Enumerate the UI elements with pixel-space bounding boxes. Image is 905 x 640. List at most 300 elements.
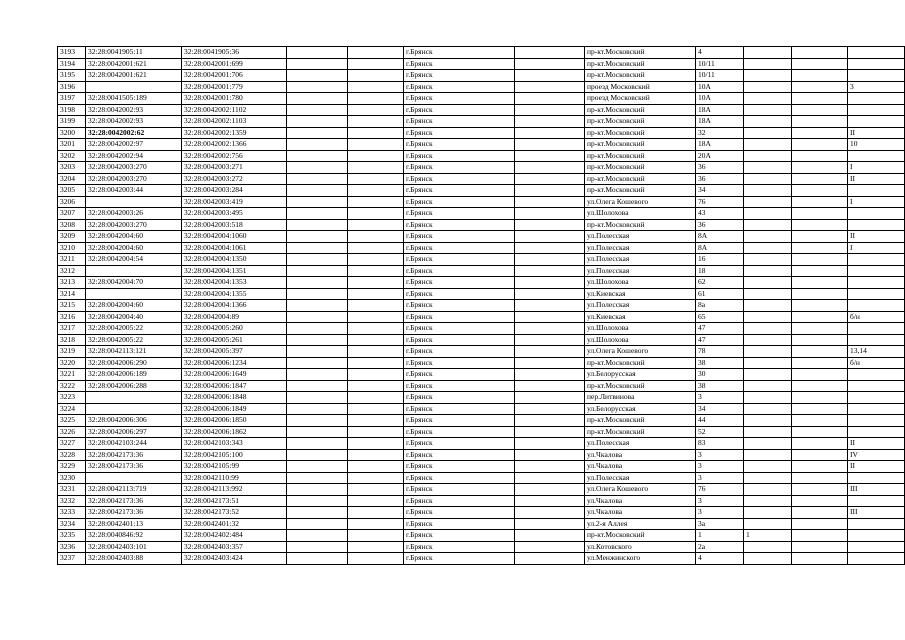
source-cadastral-cell: 32:28:0042004:60: [86, 242, 182, 254]
city-cell: г.Брянск: [404, 173, 515, 185]
table-row: [58, 58, 905, 70]
source-cadastral-cell: 32:28:0042173:36: [86, 449, 182, 461]
empty-cell: [792, 553, 848, 565]
empty-cell: [515, 162, 585, 174]
source-cadastral-cell: 32:28:0042003:270: [86, 173, 182, 185]
source-cadastral-cell: 32:28:0042004:40: [86, 311, 182, 323]
extra-cell: [744, 461, 792, 473]
street-cell: ул.Котовского: [585, 541, 696, 553]
empty-cell: [348, 415, 404, 427]
empty-cell: [515, 530, 585, 542]
source-cadastral-cell: 32:28:0042403:88: [86, 553, 182, 565]
empty-cell: [515, 518, 585, 530]
row-number-cell: 3224: [58, 403, 86, 415]
house-cell: 34: [696, 403, 744, 415]
source-cadastral-cell: 32:28:0042002:93: [86, 116, 182, 128]
empty-cell: [792, 426, 848, 438]
premises-cell: 13,14: [848, 346, 905, 358]
city-cell: г.Брянск: [404, 461, 515, 473]
empty-cell: [792, 346, 848, 358]
cadastral-number-cell: 32:28:0042006:1234: [182, 357, 287, 369]
street-cell: пр-кт.Московский: [585, 530, 696, 542]
street-cell: ул.Киевская: [585, 311, 696, 323]
city-cell: г.Брянск: [404, 58, 515, 70]
extra-cell: [744, 311, 792, 323]
empty-cell: [348, 288, 404, 300]
row-number-cell: 3214: [58, 288, 86, 300]
empty-cell: [792, 311, 848, 323]
cadastral-number-cell: 32:28:0042005:260: [182, 323, 287, 335]
empty-cell: [287, 495, 348, 507]
empty-cell: [792, 438, 848, 450]
source-cadastral-cell: 32:28:0042401:13: [86, 518, 182, 530]
empty-cell: [515, 277, 585, 289]
premises-cell: б/н: [848, 311, 905, 323]
premises-cell: [848, 219, 905, 231]
empty-cell: [287, 380, 348, 392]
source-cadastral-cell: 32:28:0042004:60: [86, 231, 182, 243]
empty-cell: [515, 495, 585, 507]
house-cell: 36: [696, 219, 744, 231]
city-cell: г.Брянск: [404, 185, 515, 197]
empty-cell: [515, 288, 585, 300]
empty-cell: [348, 530, 404, 542]
street-cell: ул.2-я Аллея: [585, 518, 696, 530]
table-row: [58, 81, 905, 93]
cadastral-number-cell: 32:28:0042001:780: [182, 93, 287, 105]
table-row: [58, 472, 905, 484]
row-number-cell: 3201: [58, 139, 86, 151]
house-cell: 3: [696, 461, 744, 473]
source-cadastral-cell: 32:28:0042003:44: [86, 185, 182, 197]
premises-cell: [848, 518, 905, 530]
empty-cell: [287, 288, 348, 300]
empty-cell: [348, 47, 404, 59]
extra-cell: [744, 81, 792, 93]
premises-cell: [848, 150, 905, 162]
empty-cell: [792, 208, 848, 220]
empty-cell: [515, 380, 585, 392]
empty-cell: [792, 300, 848, 312]
cadastral-number-cell: 32:28:0042002:756: [182, 150, 287, 162]
city-cell: г.Брянск: [404, 449, 515, 461]
empty-cell: [287, 196, 348, 208]
empty-cell: [792, 323, 848, 335]
row-number-cell: 3203: [58, 162, 86, 174]
city-cell: г.Брянск: [404, 162, 515, 174]
house-cell: 10/11: [696, 58, 744, 70]
street-cell: ул.Чкалова: [585, 461, 696, 473]
table-row: [58, 219, 905, 231]
premises-cell: [848, 380, 905, 392]
empty-cell: [287, 369, 348, 381]
extra-cell: [744, 346, 792, 358]
empty-cell: [348, 541, 404, 553]
city-cell: г.Брянск: [404, 369, 515, 381]
source-cadastral-cell: 32:28:0042173:36: [86, 507, 182, 519]
extra-cell: [744, 254, 792, 266]
empty-cell: [515, 127, 585, 139]
street-cell: ул.Менжинского: [585, 553, 696, 565]
empty-cell: [287, 185, 348, 197]
street-cell: ул.Киевская: [585, 288, 696, 300]
cadastral-number-cell: 32:28:0042173:51: [182, 495, 287, 507]
house-cell: 8а: [696, 300, 744, 312]
empty-cell: [287, 553, 348, 565]
empty-cell: [792, 484, 848, 496]
city-cell: г.Брянск: [404, 472, 515, 484]
cadastral-number-cell: 32:28:0042110:99: [182, 472, 287, 484]
street-cell: ул.Шолохова: [585, 277, 696, 289]
cadastral-number-cell: 32:28:0042103:343: [182, 438, 287, 450]
table-row: [58, 553, 905, 565]
row-number-cell: 3216: [58, 311, 86, 323]
empty-cell: [515, 334, 585, 346]
city-cell: г.Брянск: [404, 300, 515, 312]
house-cell: 76: [696, 196, 744, 208]
table-row: [58, 139, 905, 151]
table-row: [58, 311, 905, 323]
empty-cell: [515, 403, 585, 415]
empty-cell: [792, 380, 848, 392]
source-cadastral-cell: 32:28:0042006:297: [86, 426, 182, 438]
cadastral-number-cell: 32:28:0042006:1649: [182, 369, 287, 381]
street-cell: пр-кт.Московский: [585, 162, 696, 174]
extra-cell: [744, 369, 792, 381]
premises-cell: [848, 426, 905, 438]
cadastral-number-cell: 32:28:0042004:1353: [182, 277, 287, 289]
premises-cell: [848, 300, 905, 312]
premises-cell: II: [848, 461, 905, 473]
row-number-cell: 3227: [58, 438, 86, 450]
empty-cell: [348, 311, 404, 323]
source-cadastral-cell: 32:28:0042002:97: [86, 139, 182, 151]
cadastral-number-cell: 32:28:0042002:1102: [182, 104, 287, 116]
empty-cell: [515, 93, 585, 105]
empty-cell: [515, 311, 585, 323]
table-row: [58, 277, 905, 289]
cadastral-number-cell: 32:28:0042003:271: [182, 162, 287, 174]
premises-cell: [848, 323, 905, 335]
table-row: [58, 495, 905, 507]
source-cadastral-cell: [86, 288, 182, 300]
table-row: [58, 369, 905, 381]
empty-cell: [515, 81, 585, 93]
empty-cell: [792, 472, 848, 484]
house-cell: 4: [696, 553, 744, 565]
empty-cell: [515, 426, 585, 438]
empty-cell: [515, 150, 585, 162]
premises-cell: [848, 265, 905, 277]
table-row: [58, 300, 905, 312]
city-cell: г.Брянск: [404, 196, 515, 208]
empty-cell: [348, 277, 404, 289]
cadastral-number-cell: 32:28:0042001:699: [182, 58, 287, 70]
street-cell: ул.Чкалова: [585, 495, 696, 507]
empty-cell: [287, 311, 348, 323]
empty-cell: [287, 530, 348, 542]
empty-cell: [515, 265, 585, 277]
empty-cell: [348, 81, 404, 93]
empty-cell: [348, 104, 404, 116]
street-cell: ул.Шолохова: [585, 323, 696, 335]
row-number-cell: 3207: [58, 208, 86, 220]
premises-cell: IV: [848, 449, 905, 461]
city-cell: г.Брянск: [404, 81, 515, 93]
row-number-cell: 3202: [58, 150, 86, 162]
city-cell: г.Брянск: [404, 219, 515, 231]
row-number-cell: 3205: [58, 185, 86, 197]
row-number-cell: 3208: [58, 219, 86, 231]
empty-cell: [792, 127, 848, 139]
source-cadastral-cell: [86, 403, 182, 415]
extra-cell: [744, 196, 792, 208]
premises-cell: [848, 334, 905, 346]
table-row: [58, 346, 905, 358]
source-cadastral-cell: 32:28:0042173:36: [86, 495, 182, 507]
house-cell: 83: [696, 438, 744, 450]
table-row: [58, 530, 905, 542]
premises-cell: III: [848, 507, 905, 519]
city-cell: г.Брянск: [404, 553, 515, 565]
street-cell: ул.Полесская: [585, 472, 696, 484]
premises-cell: [848, 472, 905, 484]
row-number-cell: 3211: [58, 254, 86, 266]
row-number-cell: 3209: [58, 231, 86, 243]
empty-cell: [287, 139, 348, 151]
street-cell: ул.Чкалова: [585, 507, 696, 519]
table-row: [58, 426, 905, 438]
premises-cell: [848, 47, 905, 59]
empty-cell: [348, 70, 404, 82]
empty-cell: [348, 185, 404, 197]
city-cell: г.Брянск: [404, 392, 515, 404]
table-row: [58, 173, 905, 185]
city-cell: г.Брянск: [404, 265, 515, 277]
empty-cell: [515, 231, 585, 243]
cadastral-number-cell: 32:28:0042004:1060: [182, 231, 287, 243]
cadastral-number-cell: 32:28:0042005:261: [182, 334, 287, 346]
premises-cell: 3: [848, 81, 905, 93]
registry-table: [57, 46, 905, 565]
empty-cell: [287, 104, 348, 116]
empty-cell: [515, 449, 585, 461]
empty-cell: [515, 196, 585, 208]
extra-cell: [744, 334, 792, 346]
empty-cell: [287, 346, 348, 358]
empty-cell: [515, 47, 585, 59]
empty-cell: [792, 530, 848, 542]
city-cell: г.Брянск: [404, 484, 515, 496]
house-cell: 47: [696, 334, 744, 346]
house-cell: 8А: [696, 242, 744, 254]
empty-cell: [348, 403, 404, 415]
extra-cell: [744, 403, 792, 415]
street-cell: ул.Чкалова: [585, 449, 696, 461]
cadastral-number-cell: 32:28:0041905:36: [182, 47, 287, 59]
empty-cell: [287, 254, 348, 266]
cadastral-number-cell: 32:28:0042003:272: [182, 173, 287, 185]
empty-cell: [515, 70, 585, 82]
source-cadastral-cell: 32:28:0042004:70: [86, 277, 182, 289]
empty-cell: [515, 392, 585, 404]
extra-cell: [744, 139, 792, 151]
street-cell: ул.Олега Кошевого: [585, 484, 696, 496]
extra-cell: [744, 265, 792, 277]
empty-cell: [348, 449, 404, 461]
empty-cell: [287, 231, 348, 243]
table-row: [58, 104, 905, 116]
empty-cell: [348, 162, 404, 174]
extra-cell: [744, 150, 792, 162]
cadastral-number-cell: 32:28:0042113:992: [182, 484, 287, 496]
house-cell: 3: [696, 392, 744, 404]
empty-cell: [792, 162, 848, 174]
empty-cell: [792, 173, 848, 185]
row-number-cell: 3196: [58, 81, 86, 93]
source-cadastral-cell: 32:28:0041505:189: [86, 93, 182, 105]
house-cell: 3: [696, 449, 744, 461]
empty-cell: [515, 369, 585, 381]
premises-cell: б/н: [848, 357, 905, 369]
empty-cell: [515, 461, 585, 473]
empty-cell: [348, 300, 404, 312]
street-cell: пр-кт.Московский: [585, 70, 696, 82]
empty-cell: [287, 127, 348, 139]
premises-cell: II: [848, 173, 905, 185]
source-cadastral-cell: 32:28:0042403:101: [86, 541, 182, 553]
source-cadastral-cell: 32:28:0042113:719: [86, 484, 182, 496]
extra-cell: [744, 288, 792, 300]
street-cell: ул.Олега Кошевого: [585, 196, 696, 208]
empty-cell: [348, 426, 404, 438]
house-cell: 10/11: [696, 70, 744, 82]
extra-cell: [744, 415, 792, 427]
table-row: [58, 380, 905, 392]
empty-cell: [348, 150, 404, 162]
street-cell: пер.Литвинова: [585, 392, 696, 404]
source-cadastral-cell: 32:28:0042173:36: [86, 461, 182, 473]
row-number-cell: 3222: [58, 380, 86, 392]
house-cell: 38: [696, 357, 744, 369]
table-row: [58, 392, 905, 404]
row-number-cell: 3219: [58, 346, 86, 358]
empty-cell: [792, 254, 848, 266]
table-row: [58, 162, 905, 174]
street-cell: пр-кт.Московский: [585, 47, 696, 59]
extra-cell: [744, 104, 792, 116]
extra-cell: [744, 70, 792, 82]
table-row: [58, 461, 905, 473]
source-cadastral-cell: 32:28:0042003:270: [86, 219, 182, 231]
empty-cell: [515, 116, 585, 128]
premises-cell: I: [848, 196, 905, 208]
house-cell: 76: [696, 484, 744, 496]
premises-cell: [848, 208, 905, 220]
empty-cell: [287, 415, 348, 427]
house-cell: 16: [696, 254, 744, 266]
empty-cell: [792, 334, 848, 346]
empty-cell: [515, 415, 585, 427]
extra-cell: [744, 380, 792, 392]
row-number-cell: 3230: [58, 472, 86, 484]
empty-cell: [287, 58, 348, 70]
empty-cell: [515, 323, 585, 335]
premises-cell: [848, 288, 905, 300]
empty-cell: [348, 438, 404, 450]
street-cell: ул.Белорусская: [585, 403, 696, 415]
empty-cell: [287, 219, 348, 231]
street-cell: пр-кт.Московский: [585, 380, 696, 392]
row-number-cell: 3198: [58, 104, 86, 116]
cadastral-number-cell: 32:28:0042001:706: [182, 70, 287, 82]
row-number-cell: 3193: [58, 47, 86, 59]
cadastral-number-cell: 32:28:0042002:1103: [182, 116, 287, 128]
empty-cell: [348, 242, 404, 254]
house-cell: 3: [696, 507, 744, 519]
street-cell: ул.Полесская: [585, 265, 696, 277]
street-cell: проезд Московский: [585, 81, 696, 93]
empty-cell: [792, 541, 848, 553]
empty-cell: [287, 265, 348, 277]
city-cell: г.Брянск: [404, 334, 515, 346]
house-cell: 32: [696, 127, 744, 139]
cadastral-number-cell: 32:28:0042006:1850: [182, 415, 287, 427]
house-cell: 3: [696, 495, 744, 507]
empty-cell: [515, 58, 585, 70]
empty-cell: [515, 300, 585, 312]
premises-cell: [848, 541, 905, 553]
cadastral-number-cell: 32:28:0042105:100: [182, 449, 287, 461]
empty-cell: [287, 426, 348, 438]
cadastral-number-cell: 32:28:0042003:495: [182, 208, 287, 220]
empty-cell: [348, 484, 404, 496]
extra-cell: [744, 438, 792, 450]
extra-cell: [744, 495, 792, 507]
empty-cell: [348, 208, 404, 220]
empty-cell: [792, 277, 848, 289]
row-number-cell: 3195: [58, 70, 86, 82]
row-number-cell: 3232: [58, 495, 86, 507]
house-cell: 3а: [696, 518, 744, 530]
cadastral-number-cell: 32:28:0042006:1862: [182, 426, 287, 438]
empty-cell: [792, 185, 848, 197]
row-number-cell: 3235: [58, 530, 86, 542]
city-cell: г.Брянск: [404, 507, 515, 519]
row-number-cell: 3215: [58, 300, 86, 312]
source-cadastral-cell: [86, 196, 182, 208]
empty-cell: [792, 139, 848, 151]
empty-cell: [348, 231, 404, 243]
row-number-cell: 3223: [58, 392, 86, 404]
extra-cell: [744, 242, 792, 254]
empty-cell: [348, 219, 404, 231]
table-row: [58, 185, 905, 197]
city-cell: г.Брянск: [404, 70, 515, 82]
city-cell: г.Брянск: [404, 242, 515, 254]
table-row: [58, 254, 905, 266]
cadastral-number-cell: 32:28:0042004:1366: [182, 300, 287, 312]
house-cell: 30: [696, 369, 744, 381]
empty-cell: [792, 403, 848, 415]
premises-cell: [848, 369, 905, 381]
empty-cell: [792, 288, 848, 300]
extra-cell: [744, 426, 792, 438]
cadastral-number-cell: 32:28:0042004:1355: [182, 288, 287, 300]
row-number-cell: 3199: [58, 116, 86, 128]
cadastral-number-cell: 32:28:0042003:284: [182, 185, 287, 197]
house-cell: 8А: [696, 231, 744, 243]
